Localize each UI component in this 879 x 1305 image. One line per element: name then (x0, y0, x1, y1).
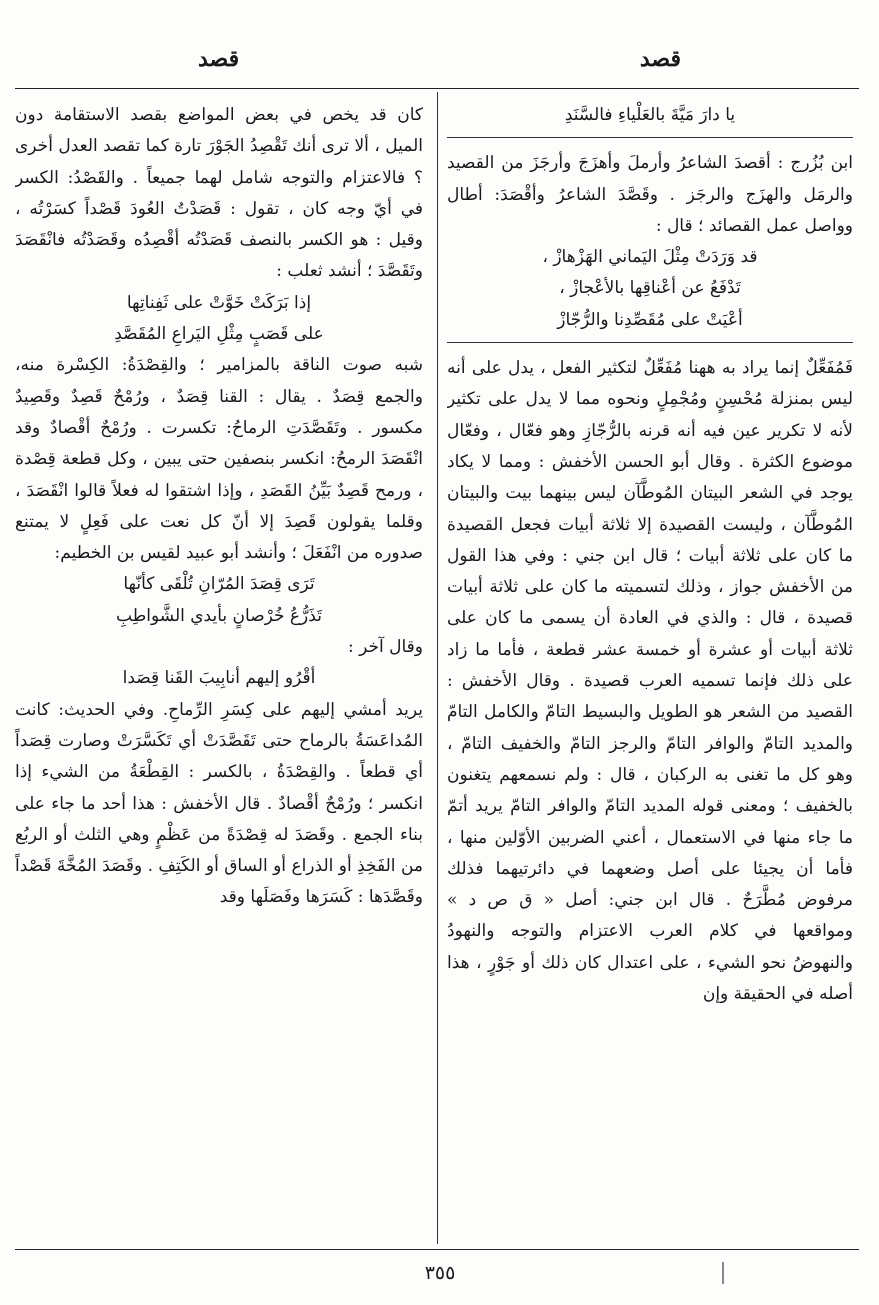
left-column (15, 100, 423, 1240)
paragraph: ابن بُزُرج : أقصدَ الشاعرُ وأرملَ وأهزَجَ وأرجَزَ من القصيد والرمَل والهزَج والرجَز . وقَصَّدَ الشاعرُ وأقْصَدَ: أطال وواصل عمل القصائد ؛ قال : (447, 153, 853, 236)
page-number: ٣٥٥ (424, 1262, 456, 1284)
scan-mark (722, 1262, 724, 1284)
verse-line: تَرَى قِصَدَ المُرّانِ تُلْقَى كأنّها (123, 574, 315, 595)
speaker-label: وقال آخر : (347, 637, 423, 658)
header-word-left: قصد (198, 46, 240, 72)
verse-line: أعْيَتْ على مُقَصِّدِنا والرُّجّازْ (557, 309, 743, 330)
verse-line: أقْرُو إليهم أنابِيبَ القَنا قِصَدا (122, 668, 316, 689)
column-divider (437, 92, 438, 1244)
paragraph: فَمُفَعِّلٌ إنما يراد به ههنا مُفَعِّلٌ لتكثير الفعل ، يدل على أنه ليس بمنزلة مُحْسِنٍ ومُجْمِلٍ ونحوه مما لا يدل على تكثير لأنه لا تكرير عين فيه أنه قرنه بالرُّجّازِ وهو فعّال ، وفعّال موضوع الكثرة . وقال أبو الحسن الأخفش : ومما لا يكاد يوجد في الشعر البيتان المُوطَّآن ليس بينهما بيت والبيتان المُوطَّآن ، وليست القصيدة إلا ثلاثة أبيات فجعل القصيدة ما كان على ثلاثة أبيات ؛ قال ابن جني : وفي هذا القول من الأخفش جواز ، وذلك لتسميته ما كان على ثلاثة أبيات قصيدة ، قال : والذي في العادة أن يسمى ما كان على ثلاثة أبيات أو عشرة أو خمسة عشر قطعة ، فأما ما زاد على ذلك فإنما تسميه العرب قصيدة . وقال الأخفش : القصيد من الشعر هو الطويل والبسيط التامّ والكامل التامّ والمديد التامّ والوافر التامّ والرجز التامّ والخفيف التامّ ، وهو كل ما تغنى به الركبان ، قال : ولم نسمعهم يتغنون بالخفيف ؛ ومعنى قوله المديد التامّ والوافر التامّ يريد أتمّ ما جاء منها في الاستعمال ، أعني الضربين الأوّلين منها ، فأما أن يجيئا على أصل وضعهما في دائرتيهما فذلك مرفوض مُطَّرَحٌ . قال ابن جني: أصل « ق ص د » ومواقعها في كلام العرب الاعتزام والتوجه والنهودُ والنهوضُ نحو الشيء ، على اعتدال كان ذلك أو جَوْرٍ ، هذا أصله في الحقيقة وإن (447, 358, 853, 1005)
paragraph: يريد أمشي إليهم على كِسَرِ الرِّماحِ. وفي الحديث: كانت المُداعَسَةُ بالرماح حتى تَقَصَّدَتْ أي تَكَسَّرَتْ وصارت قِصَداً أي قطعاً . والقِصْدَةُ ، بالكسر : القِطْعَةُ من الشيء إذا انكسر ؛ ورُمْحٌ أقْصادٌ . قال الأخفش : هذا أحد ما جاء على بناء الجمع . وقَصَدَ له قِصْدَةً من عَظْمٍ وهي الثلث أو الربُع من الفَخِذِ أو الذراع أو الساق أو الكَتِفِ . وقَصَدَ المُخَّةَ قَصْداً وقَصَّدَها : كَسَرَها وفَصَلَها وقد (15, 699, 423, 908)
verse-separator (447, 342, 853, 343)
verse-separator (447, 137, 853, 138)
verse-line: تَدْفَعُ عن أعْناقِها بالأعْجازْ ، (559, 278, 741, 299)
footer-rule (15, 1249, 859, 1250)
verse-line: يا دارَ مَيَّةَ بالعَلْياءِ فالسَّنَدِ (564, 105, 736, 125)
paragraph: كان قد يخص في بعض المواضع بقصد الاستقامة دون الميل ، ألا ترى أنك تَقْصِدُ الجَوْرَ تارة كما تقصد العدل أخرى ؟ فالاعتزام والتوجه شامل لهما جميعاً . والقَصْدُ: الكسر في أيّ وجه كان ، تقول : قَصَدْتُ العُودَ قَصْداً كسَرْتُه ، وقيل : هو الكسر بالنصف قَصَدْتُه أقْصِدُه وقَصَدْتُه فانْقَصَدَ وتَقَصَّدَ ؛ أنشد ثعلب : (15, 105, 423, 282)
verse-line: قد وَرَدَتْ مِثْلَ اليَماني الهَزْهازْ ، (542, 247, 758, 268)
header-rule (15, 88, 859, 89)
verse-line: إذا بَرَكَتْ خَوَّتْ على ثَفِناتِها (126, 292, 312, 313)
verse-line: على قَصَبٍ مِثْلِ اليَراعِ المُقَصَّدِ (114, 324, 324, 345)
paragraph: شبه صوت الناقة بالمزامير ؛ والقِصْدَةُ: الكِسْرة منه، والجمع قِصَدٌ . يقال : القنا قِصَدٌ ، ورُمْحٌ قَصِدٌ وقَصِيدٌ مكسور . وتَقَصَّدَتِ الرماحُ: تكسرت . ورُمْحٌ أقْصادٌ وقد انْقَصَدَ الرمحُ: انكسر بنصفين حتى يبين ، وكل قطعة قِصْدة ، ورمح قَصِدٌ بَيِّنُ القَصَدِ ، وإذا اشتقوا له فعلاً قالوا انْقَصَدَ ، وقلما يقولون قَصِدَ إلا أنّ كل نعت على فَعِلٍ لا يمتنع صدوره من انْفَعَلَ ؛ وأنشد أبو عبيد لقيس بن الخطيم: (15, 355, 423, 564)
verse-line: تَذَرُّعُ خُرْصانٍ بأيدي الشَّواطِبِ (116, 605, 322, 626)
right-column (447, 100, 853, 1240)
header-word-right: قصد (639, 46, 681, 72)
